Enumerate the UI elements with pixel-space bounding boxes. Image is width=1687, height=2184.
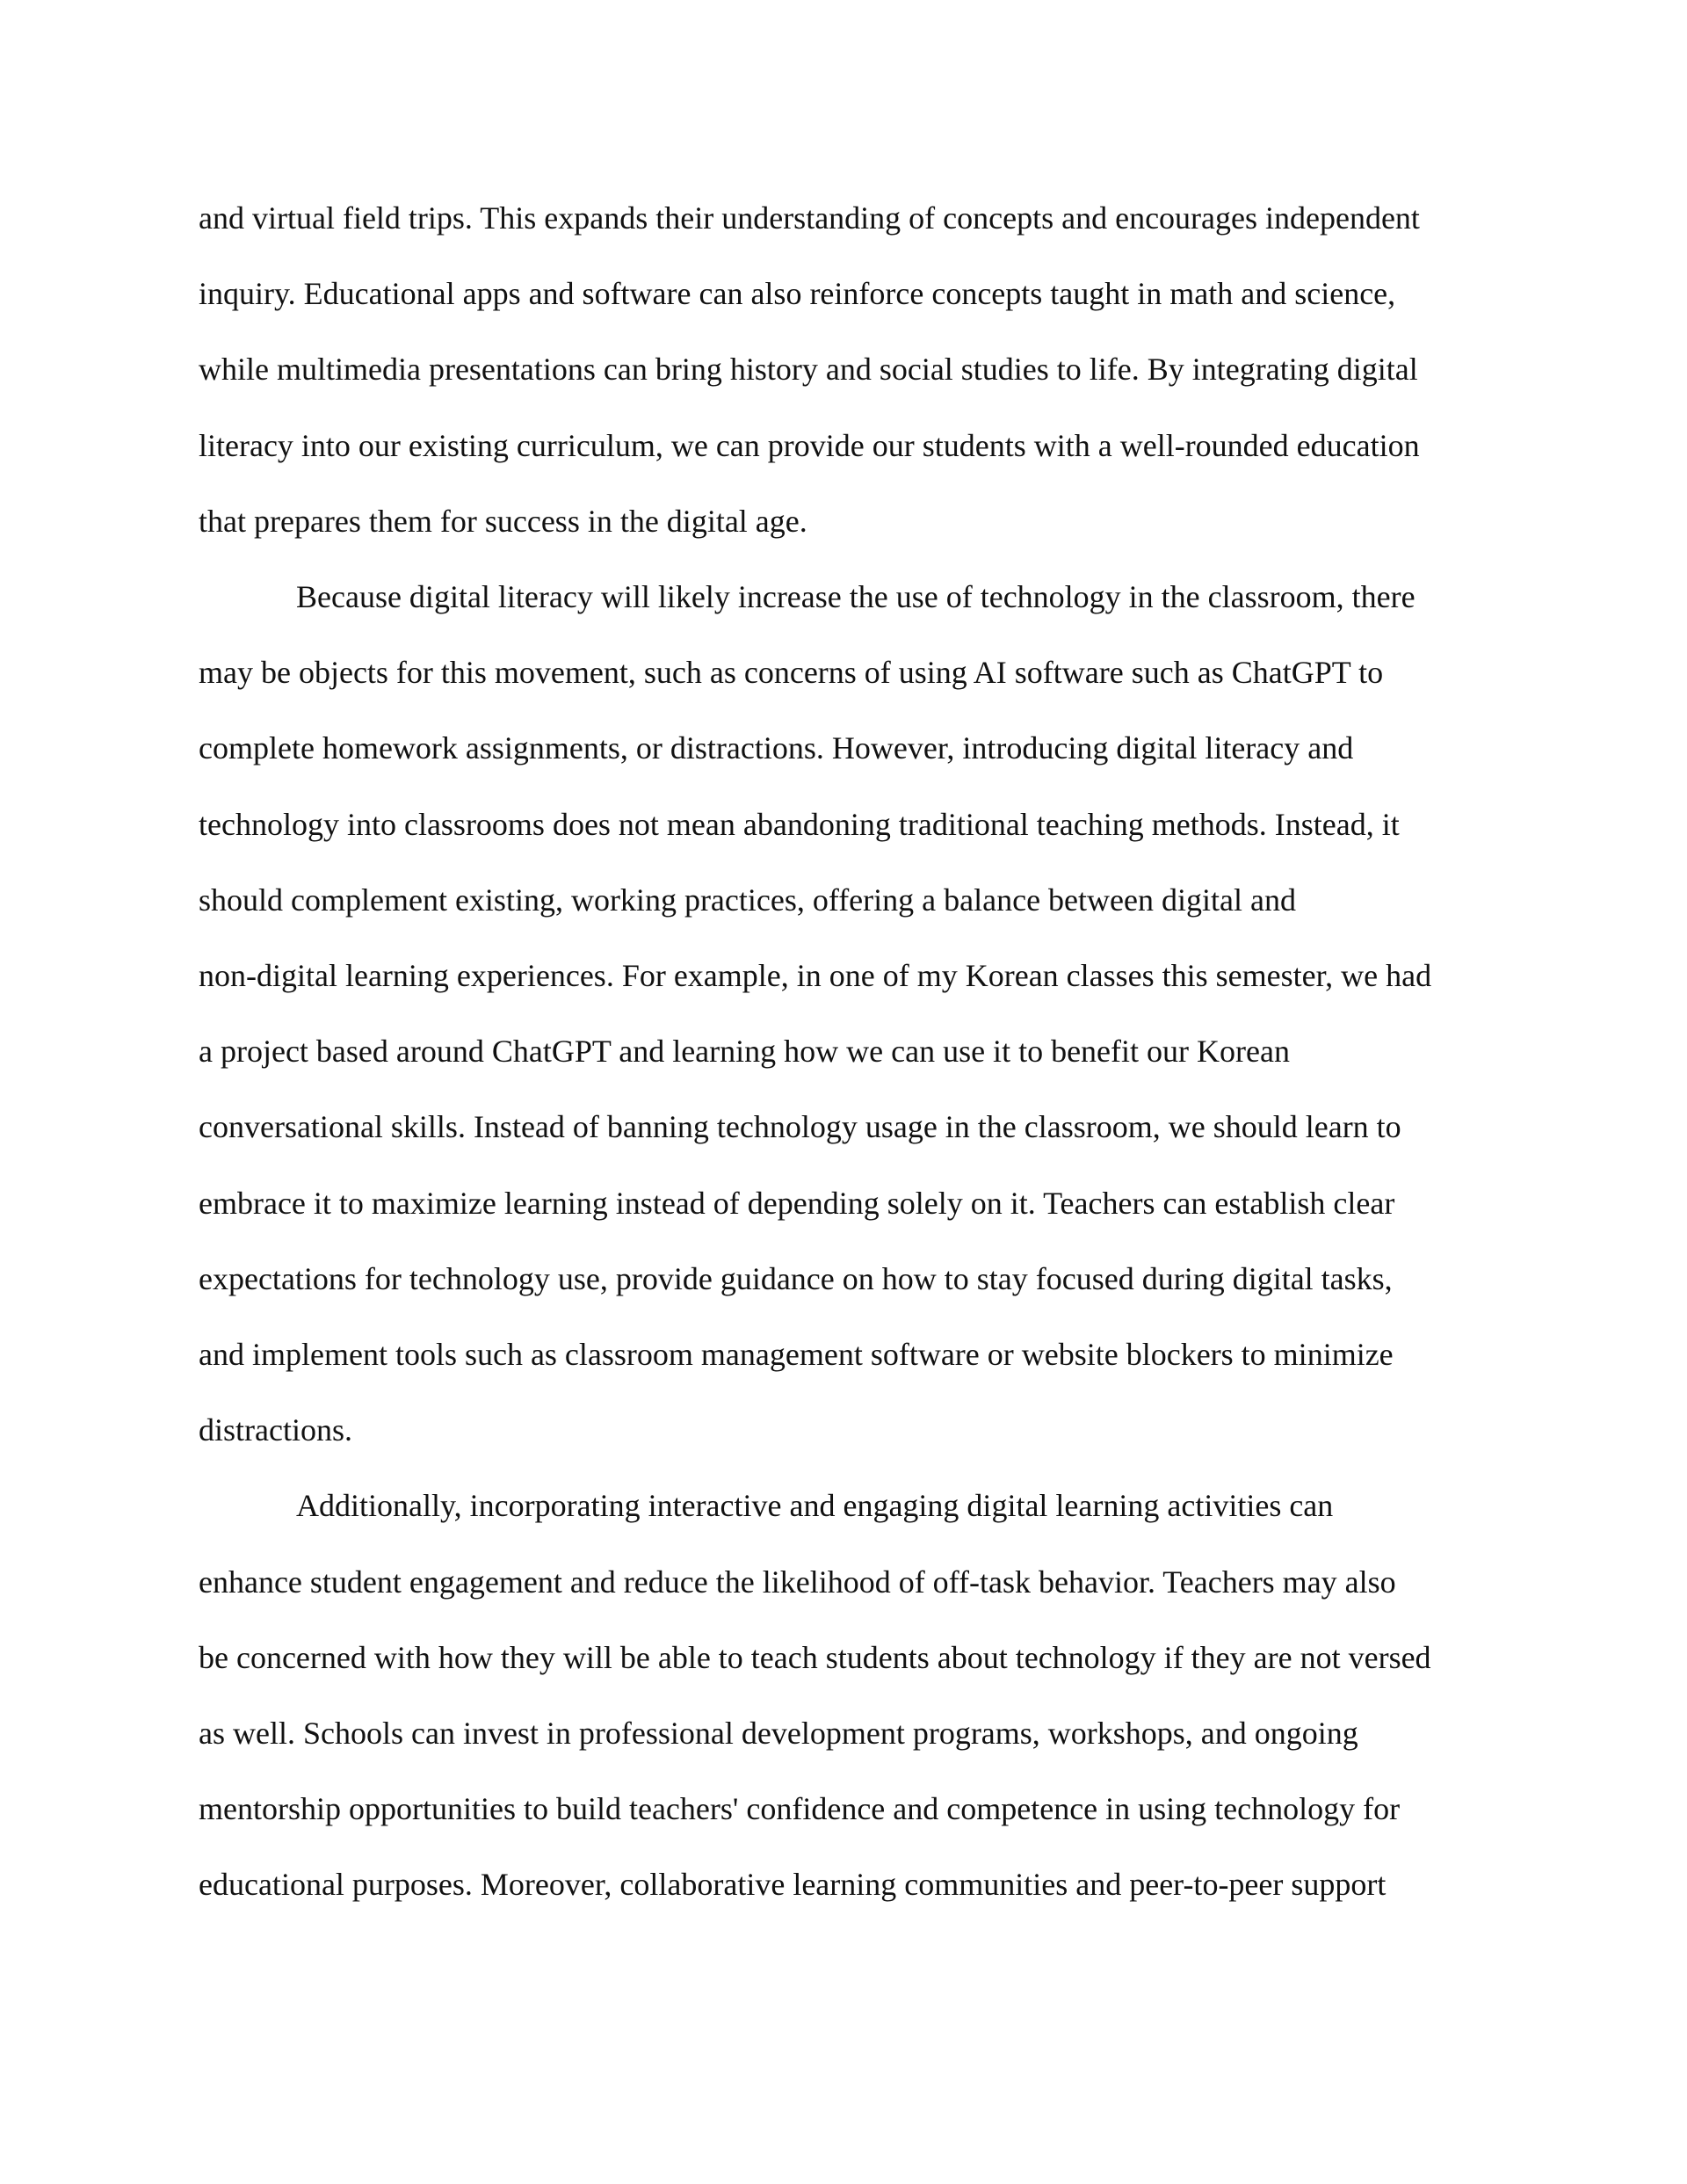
paragraph-line: educational purposes. Moreover, collaborative learning communities and peer-to-peer support xyxy=(199,1867,1387,1902)
paragraph-first-line: Additionally, incorporating interactive and engaging digital learning activities can xyxy=(296,1488,1334,1523)
paragraph-line: non-digital learning experiences. For example, in one of my Korean classes this semester, we had xyxy=(199,958,1432,993)
paragraph-first-line: Because digital literacy will likely increase the use of technology in the classroom, there xyxy=(296,579,1415,614)
paragraph-line: a project based around ChatGPT and learning how we can use it to benefit our Korean xyxy=(199,1034,1290,1069)
paragraph-line: technology into classrooms does not mean abandoning traditional teaching methods. Instead, it xyxy=(199,807,1400,842)
paragraph-line: conversational skills. Instead of banning technology usage in the classroom, we should learn to xyxy=(199,1109,1401,1144)
paragraph-line: complete homework assignments, or distractions. However, introducing digital literacy and xyxy=(199,730,1354,765)
paragraph-line: literacy into our existing curriculum, we can provide our students with a well-rounded education xyxy=(199,428,1420,463)
paragraph-line: mentorship opportunities to build teachers' confidence and competence in using technology for xyxy=(199,1791,1401,1826)
paragraph-line: and implement tools such as classroom management software or website blockers to minimize xyxy=(199,1337,1394,1372)
paragraph-line: expectations for technology use, provide guidance on how to stay focused during digital tasks, xyxy=(199,1261,1393,1296)
paragraph-line: as well. Schools can invest in professional development programs, workshops, and ongoing xyxy=(199,1716,1358,1751)
paragraph-line: enhance student engagement and reduce the likelihood of off-task behavior. Teachers may also xyxy=(199,1564,1396,1600)
paragraph-line: inquiry. Educational apps and software can also reinforce concepts taught in math and science, xyxy=(199,276,1396,311)
paragraph-line: distractions. xyxy=(199,1412,352,1448)
paragraph-line: should complement existing, working practices, offering a balance between digital and xyxy=(199,882,1296,918)
paragraph-line: may be objects for this movement, such as concerns of using AI software such as ChatGPT to xyxy=(199,655,1384,690)
paragraph-line: embrace it to maximize learning instead of depending solely on it. Teachers can establish clear xyxy=(199,1186,1395,1221)
paragraph-line: while multimedia presentations can bring history and social studies to life. By integrating digital xyxy=(199,352,1418,387)
paragraph-line: that prepares them for success in the digital age. xyxy=(199,504,807,539)
paragraph-line: be concerned with how they will be able to teach students about technology if they are not versed xyxy=(199,1640,1431,1675)
paragraph-line: and virtual field trips. This expands their understanding of concepts and encourages independent xyxy=(199,200,1420,236)
